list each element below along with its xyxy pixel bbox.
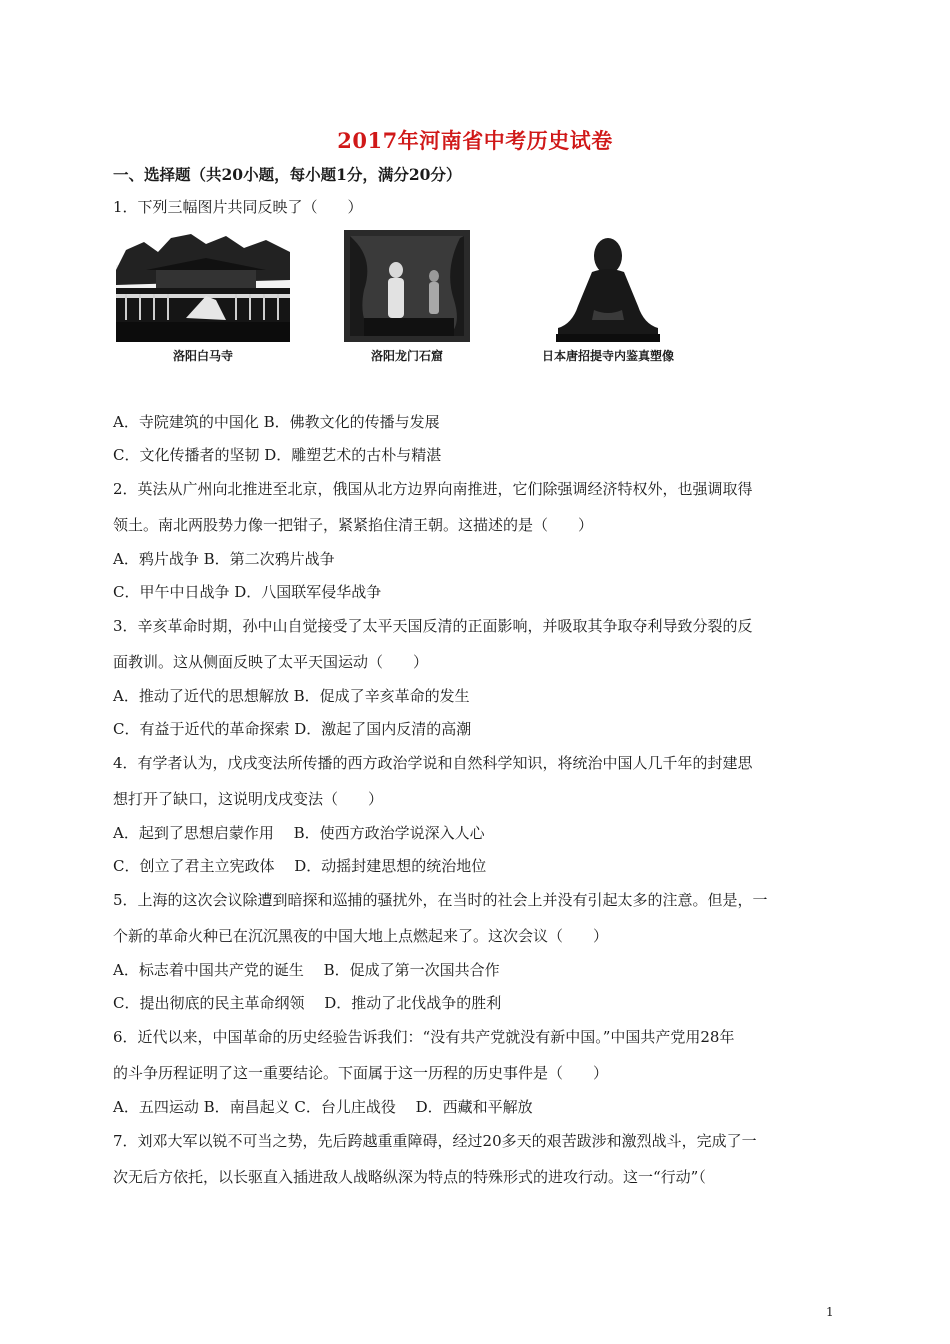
white-horse-temple-photo — [116, 230, 290, 342]
question-1-options-cd: C．文化传播者的坚韧 D．雕塑艺术的古朴与精湛 — [113, 446, 442, 464]
question-5-stem-line-2: 个新的革命火种已在沉沉黑夜的中国大地上点燃起来了。这次会议（ ） — [113, 927, 609, 945]
question-3-options-ab: A．推动了近代的思想解放 B．促成了辛亥革命的发生 — [113, 687, 470, 705]
question-3-options-cd: C．有益于近代的革命探索 D．激起了国内反清的高潮 — [113, 720, 472, 738]
question-4-options-cd: C．创立了君主立宪政体 D．动摇封建思想的统治地位 — [113, 857, 487, 875]
question-6-stem-line-1: 6．近代以来，中国革命的历史经验告诉我们：“没有共产党就没有新中国。”中国共产党用28年 — [113, 1028, 735, 1046]
question-7-stem-line-2: 次无后方依托，以长驱直入插进敌人战略纵深为特点的特殊形式的进攻行动。这一“行动”（ — [113, 1168, 706, 1186]
question-1-stem: 1．下列三幅图片共同反映了（ ） — [113, 198, 363, 216]
question-2-stem-line-1: 2．英法从广州向北推进至北京，俄国从北方边界向南推进，它们除强调经济特权外，也强调取得 — [113, 480, 753, 498]
question-6-options: A．五四运动 B．南昌起义 C．台儿庄战役 D．西藏和平解放 — [113, 1098, 533, 1116]
photo-caption-3: 日本唐招提寺内鉴真塑像 — [541, 349, 674, 363]
longmen-grottoes-photo — [344, 230, 470, 342]
question-5-stem-line-1: 5．上海的这次会议除遭到暗探和巡捕的骚扰外，在当时的社会上并没有引起太多的注意。但是，一 — [113, 891, 768, 909]
question-3-stem-line-2: 面教训。这从侧面反映了太平天国运动（ ） — [113, 653, 429, 671]
section-heading: 一、选择题（共20小题，每小题1分，满分20分） — [113, 165, 462, 184]
question-6-stem-line-2: 的斗争历程证明了这一重要结论。下面属于这一历程的历史事件是（ ） — [113, 1064, 609, 1082]
question-2-options-cd: C．甲午中日战争 D．八国联军侵华战争 — [113, 583, 382, 601]
question-5-options-ab: A．标志着中国共产党的诞生 B．促成了第一次国共合作 — [113, 961, 500, 979]
question-4-stem-line-1: 4．有学者认为，戊戌变法所传播的西方政治学说和自然科学知识，将统治中国人几千年的封建思 — [113, 754, 753, 772]
photo-caption-2: 洛阳龙门石窟 — [370, 349, 443, 363]
question-7-stem-line-1: 7．刘邓大军以锐不可当之势，先后跨越重重障碍，经过20多天的艰苦跋涉和激烈战斗，完成了一 — [113, 1132, 757, 1150]
question-4-stem-line-2: 想打开了缺口，这说明戊戌变法（ ） — [113, 790, 384, 808]
question-2-options-ab: A．鸦片战争 B．第二次鸦片战争 — [113, 550, 335, 568]
question-5-options-cd: C．提出彻底的民主革命纲领 D．推动了北伐战争的胜利 — [113, 994, 502, 1012]
question-3-stem-line-1: 3．辛亥革命时期，孙中山自觉接受了太平天国反清的正面影响，并吸取其争取夺利导致分裂的反 — [113, 617, 753, 635]
question-2-stem-line-2: 领土。南北两股势力像一把钳子，紧紧掐住清王朝。这描述的是（ ） — [113, 516, 594, 534]
jianzhen-statue-photo — [554, 228, 662, 342]
exam-title: 2017年河南省中考历史试卷 — [337, 128, 613, 153]
question-4-options-ab: A．起到了思想启蒙作用 B．使西方政治学说深入人心 — [113, 824, 485, 842]
question-1-options-ab: A．寺院建筑的中国化 B．佛教文化的传播与发展 — [113, 413, 440, 431]
photo-caption-1: 洛阳白马寺 — [172, 349, 233, 363]
page-number: 1 — [826, 1305, 834, 1319]
